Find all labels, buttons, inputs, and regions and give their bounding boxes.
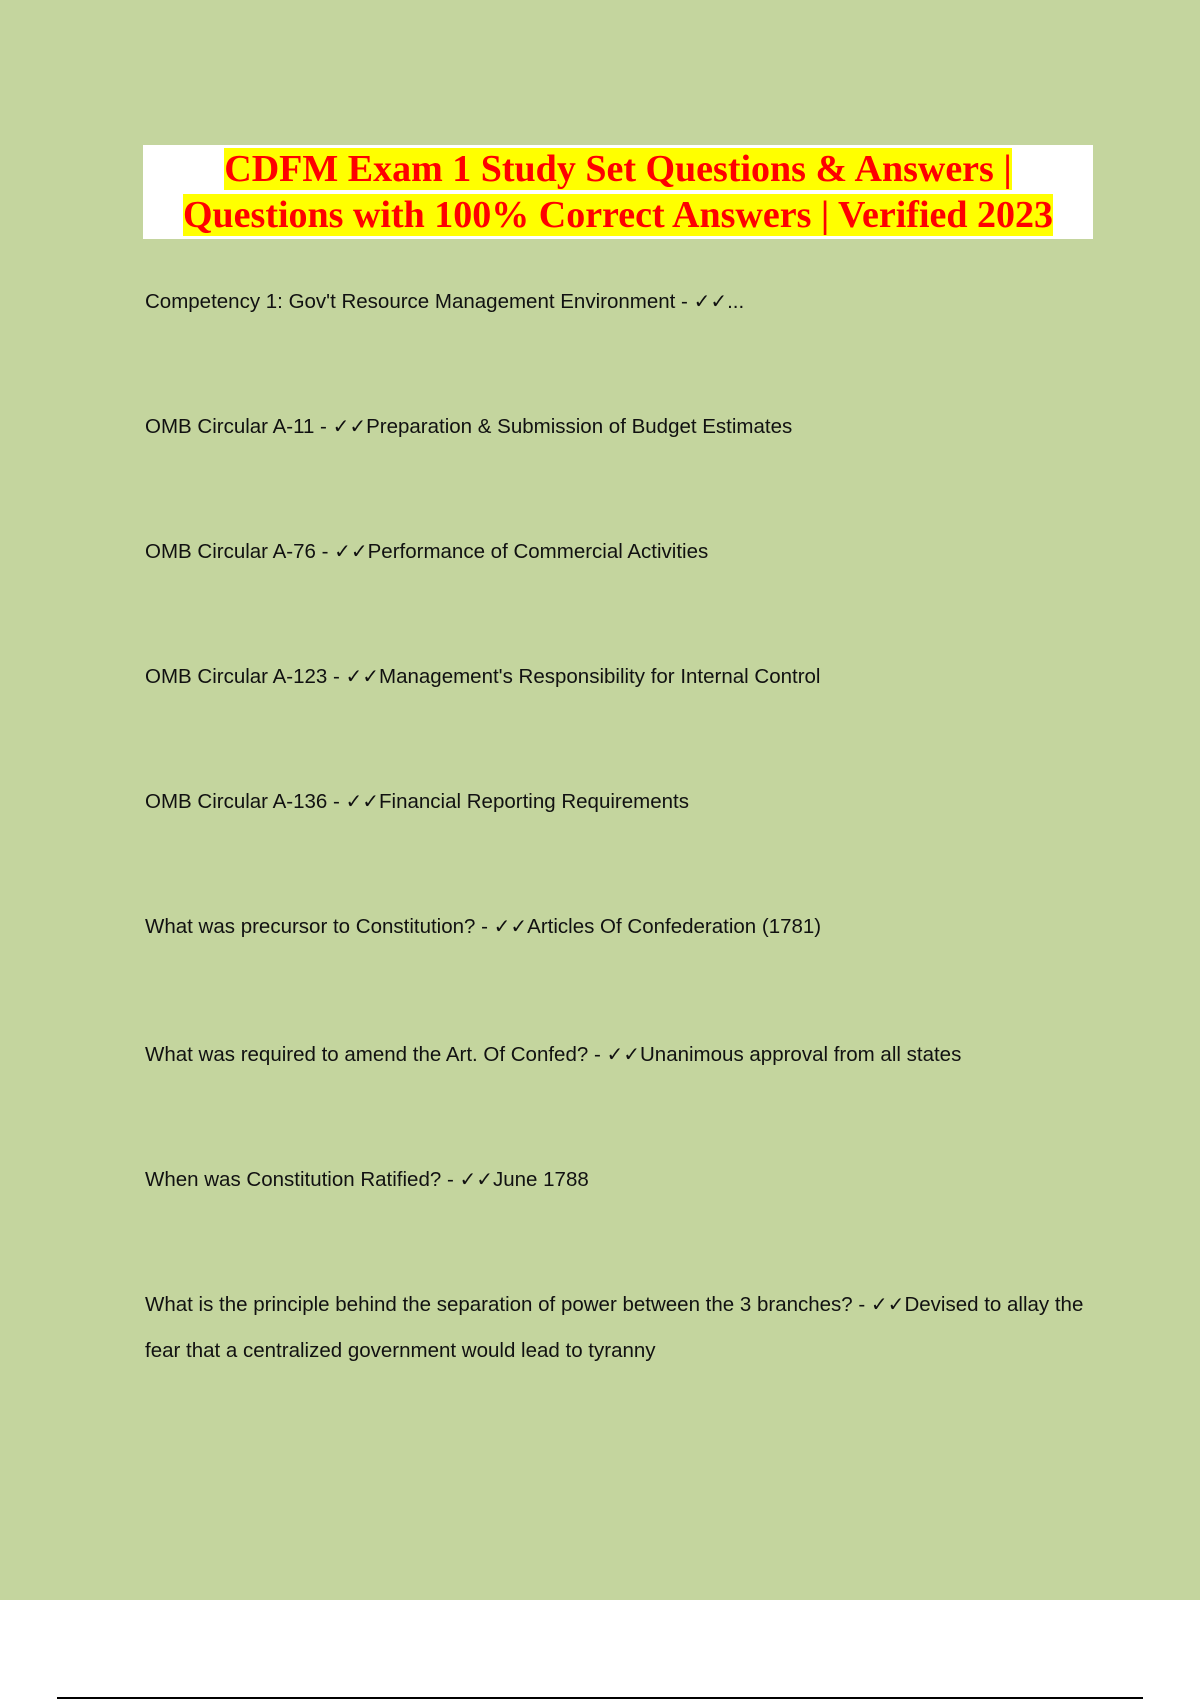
qa-answer: June 1788 bbox=[493, 1168, 589, 1191]
qa-answer: Articles Of Confederation (1781) bbox=[527, 915, 822, 938]
qa-item bbox=[145, 903, 1105, 950]
footer-divider bbox=[57, 1697, 1143, 1699]
title-block bbox=[143, 145, 1093, 239]
qa-item bbox=[145, 1281, 1105, 1374]
double-check-icon: ✓✓ bbox=[459, 1167, 493, 1191]
qa-answer: Preparation & Submission of Budget Estimates bbox=[366, 415, 793, 438]
double-check-icon: ✓✓ bbox=[606, 1042, 640, 1066]
qa-question: What was precursor to Constitution? - bbox=[145, 915, 494, 938]
qa-item bbox=[145, 653, 1105, 700]
qa-item bbox=[145, 278, 1105, 325]
qa-item bbox=[145, 403, 1105, 450]
double-check-icon: ✓✓ bbox=[345, 789, 380, 813]
qa-answer: ... bbox=[727, 290, 745, 313]
double-check-icon: ✓✓ bbox=[493, 914, 528, 938]
qa-question: What was required to amend the Art. Of Confed? - bbox=[145, 1043, 607, 1066]
title-line-1: CDFM Exam 1 Study Set Questions & Answers | bbox=[224, 148, 1012, 190]
qa-answer: Unanimous approval from all states bbox=[640, 1043, 962, 1066]
qa-question: OMB Circular A-136 - bbox=[145, 790, 346, 813]
double-check-icon: ✓✓ bbox=[334, 539, 368, 563]
qa-question: Competency 1: Gov't Resource Management Environment - bbox=[145, 290, 694, 313]
qa-item bbox=[145, 1156, 1105, 1203]
qa-answer: Devised to allay the fear that a centralized government would lead to tyranny bbox=[145, 1293, 1084, 1362]
qa-question: What is the principle behind the separation of power between the 3 branches? - bbox=[145, 1293, 871, 1316]
qa-question: OMB Circular A-11 - bbox=[145, 415, 333, 438]
double-check-icon: ✓✓ bbox=[332, 414, 367, 438]
qa-item bbox=[145, 1031, 1105, 1078]
qa-item bbox=[145, 528, 1105, 575]
qa-question: OMB Circular A-76 - bbox=[145, 540, 335, 563]
qa-question: OMB Circular A-123 - bbox=[145, 665, 346, 688]
qa-question: When was Constitution Ratified? - bbox=[145, 1168, 460, 1191]
double-check-icon: ✓✓ bbox=[693, 289, 728, 313]
double-check-icon: ✓✓ bbox=[345, 664, 380, 688]
qa-answer: Performance of Commercial Activities bbox=[367, 540, 709, 563]
qa-item bbox=[145, 778, 1105, 825]
qa-answer: Management's Responsibility for Internal Control bbox=[379, 665, 821, 688]
title-line-2: Questions with 100% Correct Answers | Verified 2023 bbox=[182, 194, 1053, 236]
qa-answer: Financial Reporting Requirements bbox=[379, 790, 689, 813]
double-check-icon: ✓✓ bbox=[870, 1292, 905, 1316]
document-title bbox=[143, 145, 1093, 238]
